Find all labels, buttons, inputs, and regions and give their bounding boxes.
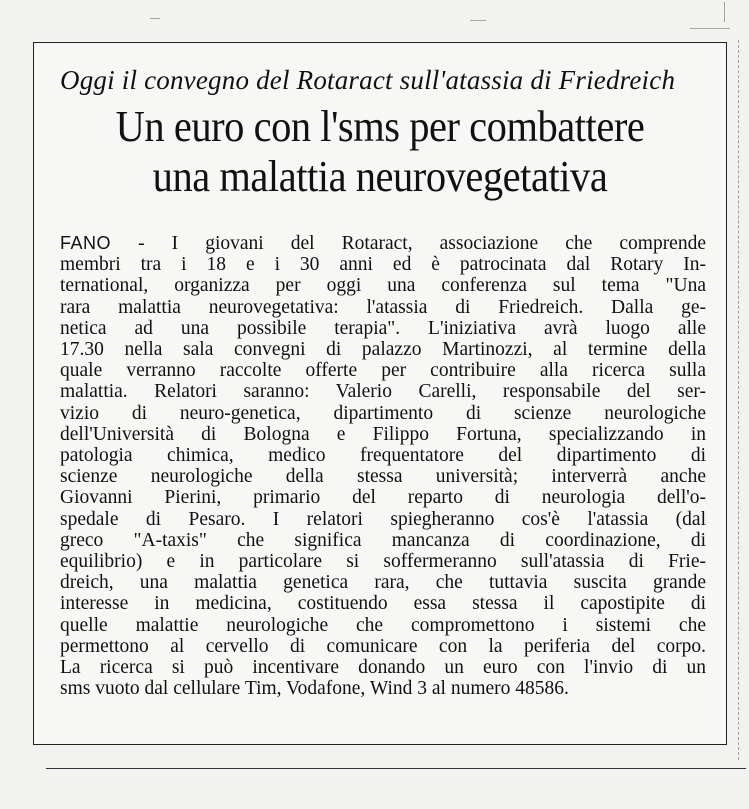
body-line: Giovanni Pierini, primario del reparto di neurologia dell'o- — [60, 487, 706, 509]
headline-line-1: Un euro con l'sms per combattere — [115, 102, 645, 151]
article-headline — [67, 102, 693, 202]
body-line: membri tra i 18 e i 30 anni ed è patrocinata dal Rotary In- — [60, 254, 706, 276]
scan-edge-line — [738, 40, 739, 760]
body-line: scienze neurologiche della stessa università; interverrà anche — [60, 466, 706, 488]
scan-artifact — [724, 2, 725, 22]
body-line: quale verranno raccolte offerte per contribuire alla ricerca sulla — [60, 360, 706, 382]
body-line: sms vuoto dal cellulare Tim, Vodafone, Wind 3 al numero 48586. — [60, 678, 569, 700]
body-line: quelle malattie neurologiche che compromettono i sistemi che — [60, 614, 706, 636]
article-dateline: FANO — [60, 233, 112, 253]
article-kicker: Oggi il convegno del Rotaract sull'atassia di Friedreich — [60, 65, 676, 95]
body-line: La ricerca si può incentivare donando un euro con l'invio di un — [60, 657, 706, 679]
bottom-rule — [46, 768, 746, 769]
body-line: 17.30 nella sala convegni di palazzo Martinozzi, al termine della — [60, 339, 706, 361]
body-line: rara malattia neurovegetativa: l'atassia di Friedreich. Dalla ge- — [60, 296, 706, 318]
body-line: patologia chimica, medico frequentatore del dipartimento di — [60, 445, 706, 467]
headline-line-2: una malattia neurovegetativa — [152, 152, 608, 201]
body-line: permettono al cervello di comunicare con la periferia del corpo. — [60, 635, 706, 657]
body-line: malattia. Relatori saranno: Valerio Carelli, responsabile del ser- — [60, 381, 706, 403]
body-line: spedale di Pesaro. I relatori spiegheranno cos'è l'atassia (dal — [60, 508, 706, 530]
body-line: greco "A-taxis" che significa mancanza di coordinazione, di — [60, 529, 706, 551]
article-body — [60, 233, 706, 699]
body-line: vizio di neuro-genetica, dipartimento di scienze neurologiche — [60, 402, 706, 424]
body-line: FANO - I giovani del Rotaract, associazione che comprende — [60, 233, 706, 254]
body-line: netica ad una possibile terapia". L'iniziativa avrà luogo alle — [60, 317, 706, 339]
body-line: interesse in medicina, costituendo essa stessa il capostipite di — [60, 593, 706, 615]
scan-artifact — [470, 20, 486, 21]
scan-artifact — [690, 28, 730, 29]
body-line: dreich, una malattia genetica rara, che tuttavia suscita grande — [60, 572, 706, 594]
scan-artifact — [150, 18, 160, 19]
body-line: ternational, organizza per oggi una conferenza sul tema "Una — [60, 275, 706, 297]
body-line: dell'Università di Bologna e Filippo Fortuna, specializzando in — [60, 423, 706, 445]
body-line: equilibrio) e in particolare si soffermeranno sull'atassia di Frie- — [60, 551, 706, 573]
